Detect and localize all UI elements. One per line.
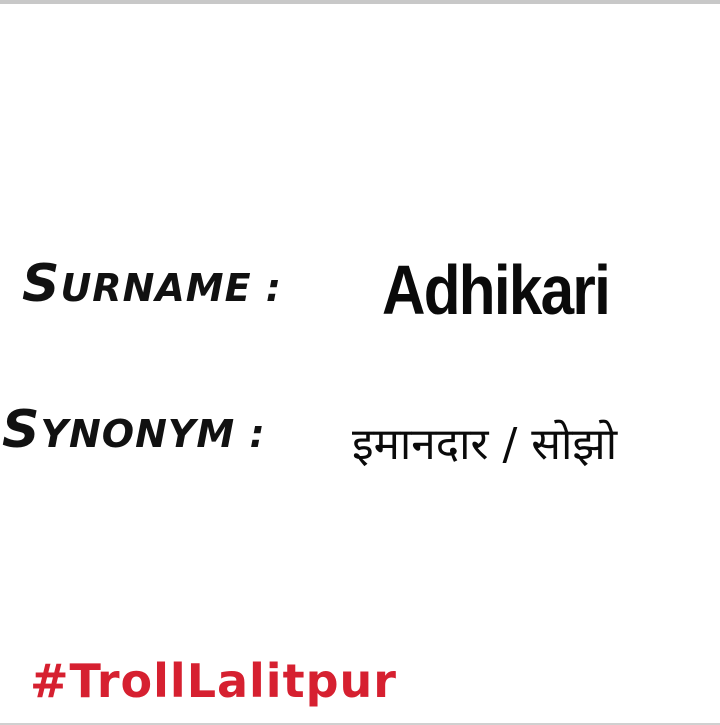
surname-label-rest: URNAME :	[60, 266, 282, 310]
top-divider	[0, 0, 720, 4]
hashtag-watermark: #TrollLalitpur	[30, 654, 397, 708]
synonym-label-rest: YNONYM :	[40, 412, 266, 456]
synonym-label-initial: S	[2, 400, 41, 460]
surname-value: Adhikari	[382, 251, 610, 329]
surname-label-initial: S	[22, 254, 61, 314]
synonym-value: इमानदार / सोझो	[352, 419, 618, 470]
surname-label	[22, 254, 282, 314]
synonym-label	[2, 400, 266, 460]
